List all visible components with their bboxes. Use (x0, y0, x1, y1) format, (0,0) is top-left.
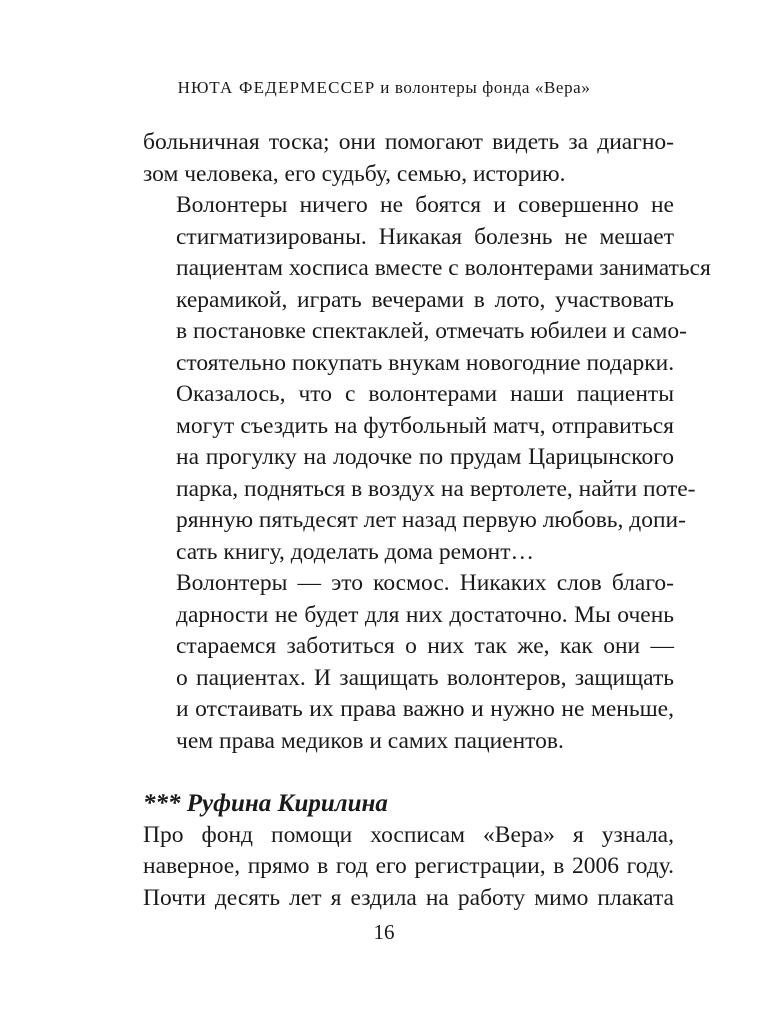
text-line: в постановке спектаклей, отмечать юбилеи и само- (176, 318, 687, 344)
text-line: Почти десять лет я ездила на работу мимо плаката (143, 884, 674, 911)
text-line: зом человека, его судьбу, семью, историю. (143, 160, 566, 187)
body-text (143, 127, 711, 914)
section-paragraph (143, 820, 674, 915)
header-author: НЮТА ФЕДЕРМЕССЕР (177, 78, 376, 97)
section-heading: *** Руфина Кирилина (143, 790, 388, 817)
text-line: дарности не будет для них достаточно. Мы очень (176, 601, 674, 628)
text-line: стигматизированы. Никакая болезнь не мешает (176, 223, 674, 250)
running-header (0, 78, 768, 98)
text-line: о пациентах. И защищать волонтеров, защищать (176, 664, 674, 691)
text-line: чем права медиков и самих пациентов. (176, 727, 564, 754)
text-line: стоятельно покупать внукам новогодние подарки. (176, 349, 675, 376)
page-number: 16 (373, 920, 395, 944)
text-line: на прогулку на лодочке по прудам Царицынского (176, 444, 674, 470)
text-line: Волонтеры ничего не боятся и совершенно не (176, 192, 674, 218)
paragraph-2 (143, 190, 711, 379)
text-line: и отстаивать их права важно и нужно не меньше, (176, 696, 674, 722)
text-line: могут съездить на футбольный матч, отправиться (176, 412, 674, 439)
text-line: парка, подняться в воздух на вертолете, найти поте- (176, 475, 696, 502)
text-line: больничная тоска; они помогают видеть за диагно- (143, 129, 674, 155)
text-line: Про фонд помощи хосписам «Вера» я узнала, (143, 821, 674, 848)
paragraph-4 (143, 568, 674, 757)
paragraph-1 (143, 127, 674, 190)
text-line: рянную пятьдесят лет назад первую любовь, допи- (176, 507, 686, 533)
text-line: Волонтеры — это космос. Никаких слов благо- (176, 570, 674, 596)
paragraph-3 (143, 379, 696, 568)
text-line: пациентам хосписа вместе с волонтерами заниматься (176, 255, 711, 281)
text-line: керамикой, играть вечерами в лото, участвовать (176, 286, 674, 313)
text-line: наверное, прямо в год его регистрации, в 2006 году. (143, 853, 674, 879)
text-line: стараемся заботиться о них так же, как они — (176, 633, 674, 659)
header-subtitle: и волонтеры фонда «Вера» (375, 78, 591, 97)
text-line: сать книгу, доделать дома ремонт… (176, 538, 535, 565)
text-line: Оказалось, что с волонтерами наши пациенты (176, 381, 674, 407)
